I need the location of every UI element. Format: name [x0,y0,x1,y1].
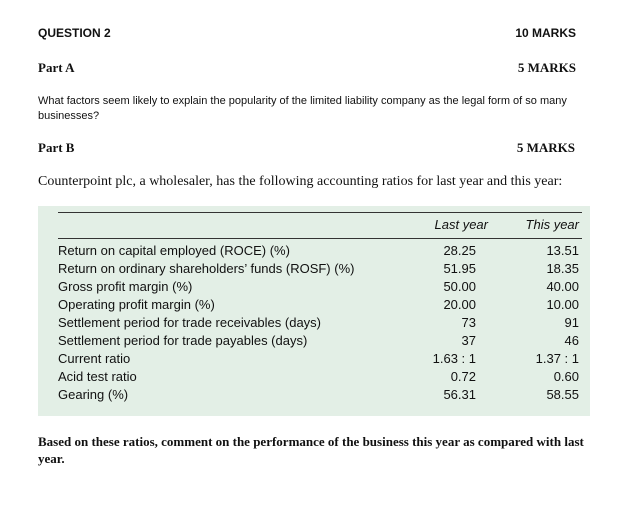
part-a-title: Part A [38,60,75,75]
table-row [58,296,582,314]
question-header [38,26,576,40]
this-year-value: 18.35 [546,261,579,276]
table-row [58,242,582,260]
table-row [58,314,582,332]
ratio-label: Settlement period for trade receivables (days) [58,315,322,330]
ratio-label: Return on capital employed (ROCE) (%) [58,243,290,258]
table-header-rule [58,238,582,239]
table-row [58,368,582,386]
table-row [58,386,582,404]
last-year-value: 0.72 [450,369,476,384]
this-year-value: 13.51 [546,243,579,258]
table-row [58,350,582,368]
last-year-value: 20.00 [443,297,476,312]
ratio-rows [58,242,582,404]
last-year-value: 1.63 : 1 [432,351,476,366]
last-year-value: 56.31 [443,387,476,402]
part-a-header [38,60,576,76]
part-a-question: What factors seem likely to explain the popularity of the limited liability company as the legal form of so many businesses? [38,95,567,122]
column-header-this-year: This year [525,217,579,232]
ratio-label: Gross profit margin (%) [58,279,193,294]
question-marks: 10 MARKS [515,26,576,40]
part-b-header [38,140,575,156]
part-b-title: Part B [38,140,75,155]
column-header-last-year: Last year [434,217,488,232]
ratio-label: Return on ordinary shareholders’ funds (ROSF) (%) [58,261,355,276]
part-a-marks: 5 MARKS [517,60,576,75]
table-row [58,278,582,296]
ratio-label: Gearing (%) [58,387,129,402]
ratio-label: Acid test ratio [58,369,137,384]
ratio-table [38,206,590,416]
ratio-label: Operating profit margin (%) [58,297,215,312]
last-year-value: 50.00 [443,279,476,294]
part-b-marks: 5 MARKS [516,140,575,155]
this-year-value: 0.60 [553,369,579,384]
table-row [58,332,582,350]
last-year-value: 73 [461,315,476,330]
this-year-value: 40.00 [546,279,579,294]
last-year-value: 51.95 [443,261,476,276]
this-year-value: 10.00 [546,297,579,312]
table-top-rule [58,212,582,213]
this-year-value: 46 [564,333,579,348]
part-b-closing-question: Based on these ratios, comment on the performance of the business this year as compared with last year. [38,434,584,466]
table-row [58,260,582,278]
part-b-intro: Counterpoint plc, a wholesaler, has the following accounting ratios for last year and this year: [38,174,563,189]
ratio-label: Current ratio [58,351,131,366]
this-year-value: 58.55 [546,387,579,402]
this-year-value: 1.37 : 1 [535,351,579,366]
ratio-label: Settlement period for trade payables (days) [58,333,308,348]
last-year-value: 28.25 [443,243,476,258]
last-year-value: 37 [461,333,476,348]
question-title: QUESTION 2 [38,26,111,40]
this-year-value: 91 [564,315,579,330]
